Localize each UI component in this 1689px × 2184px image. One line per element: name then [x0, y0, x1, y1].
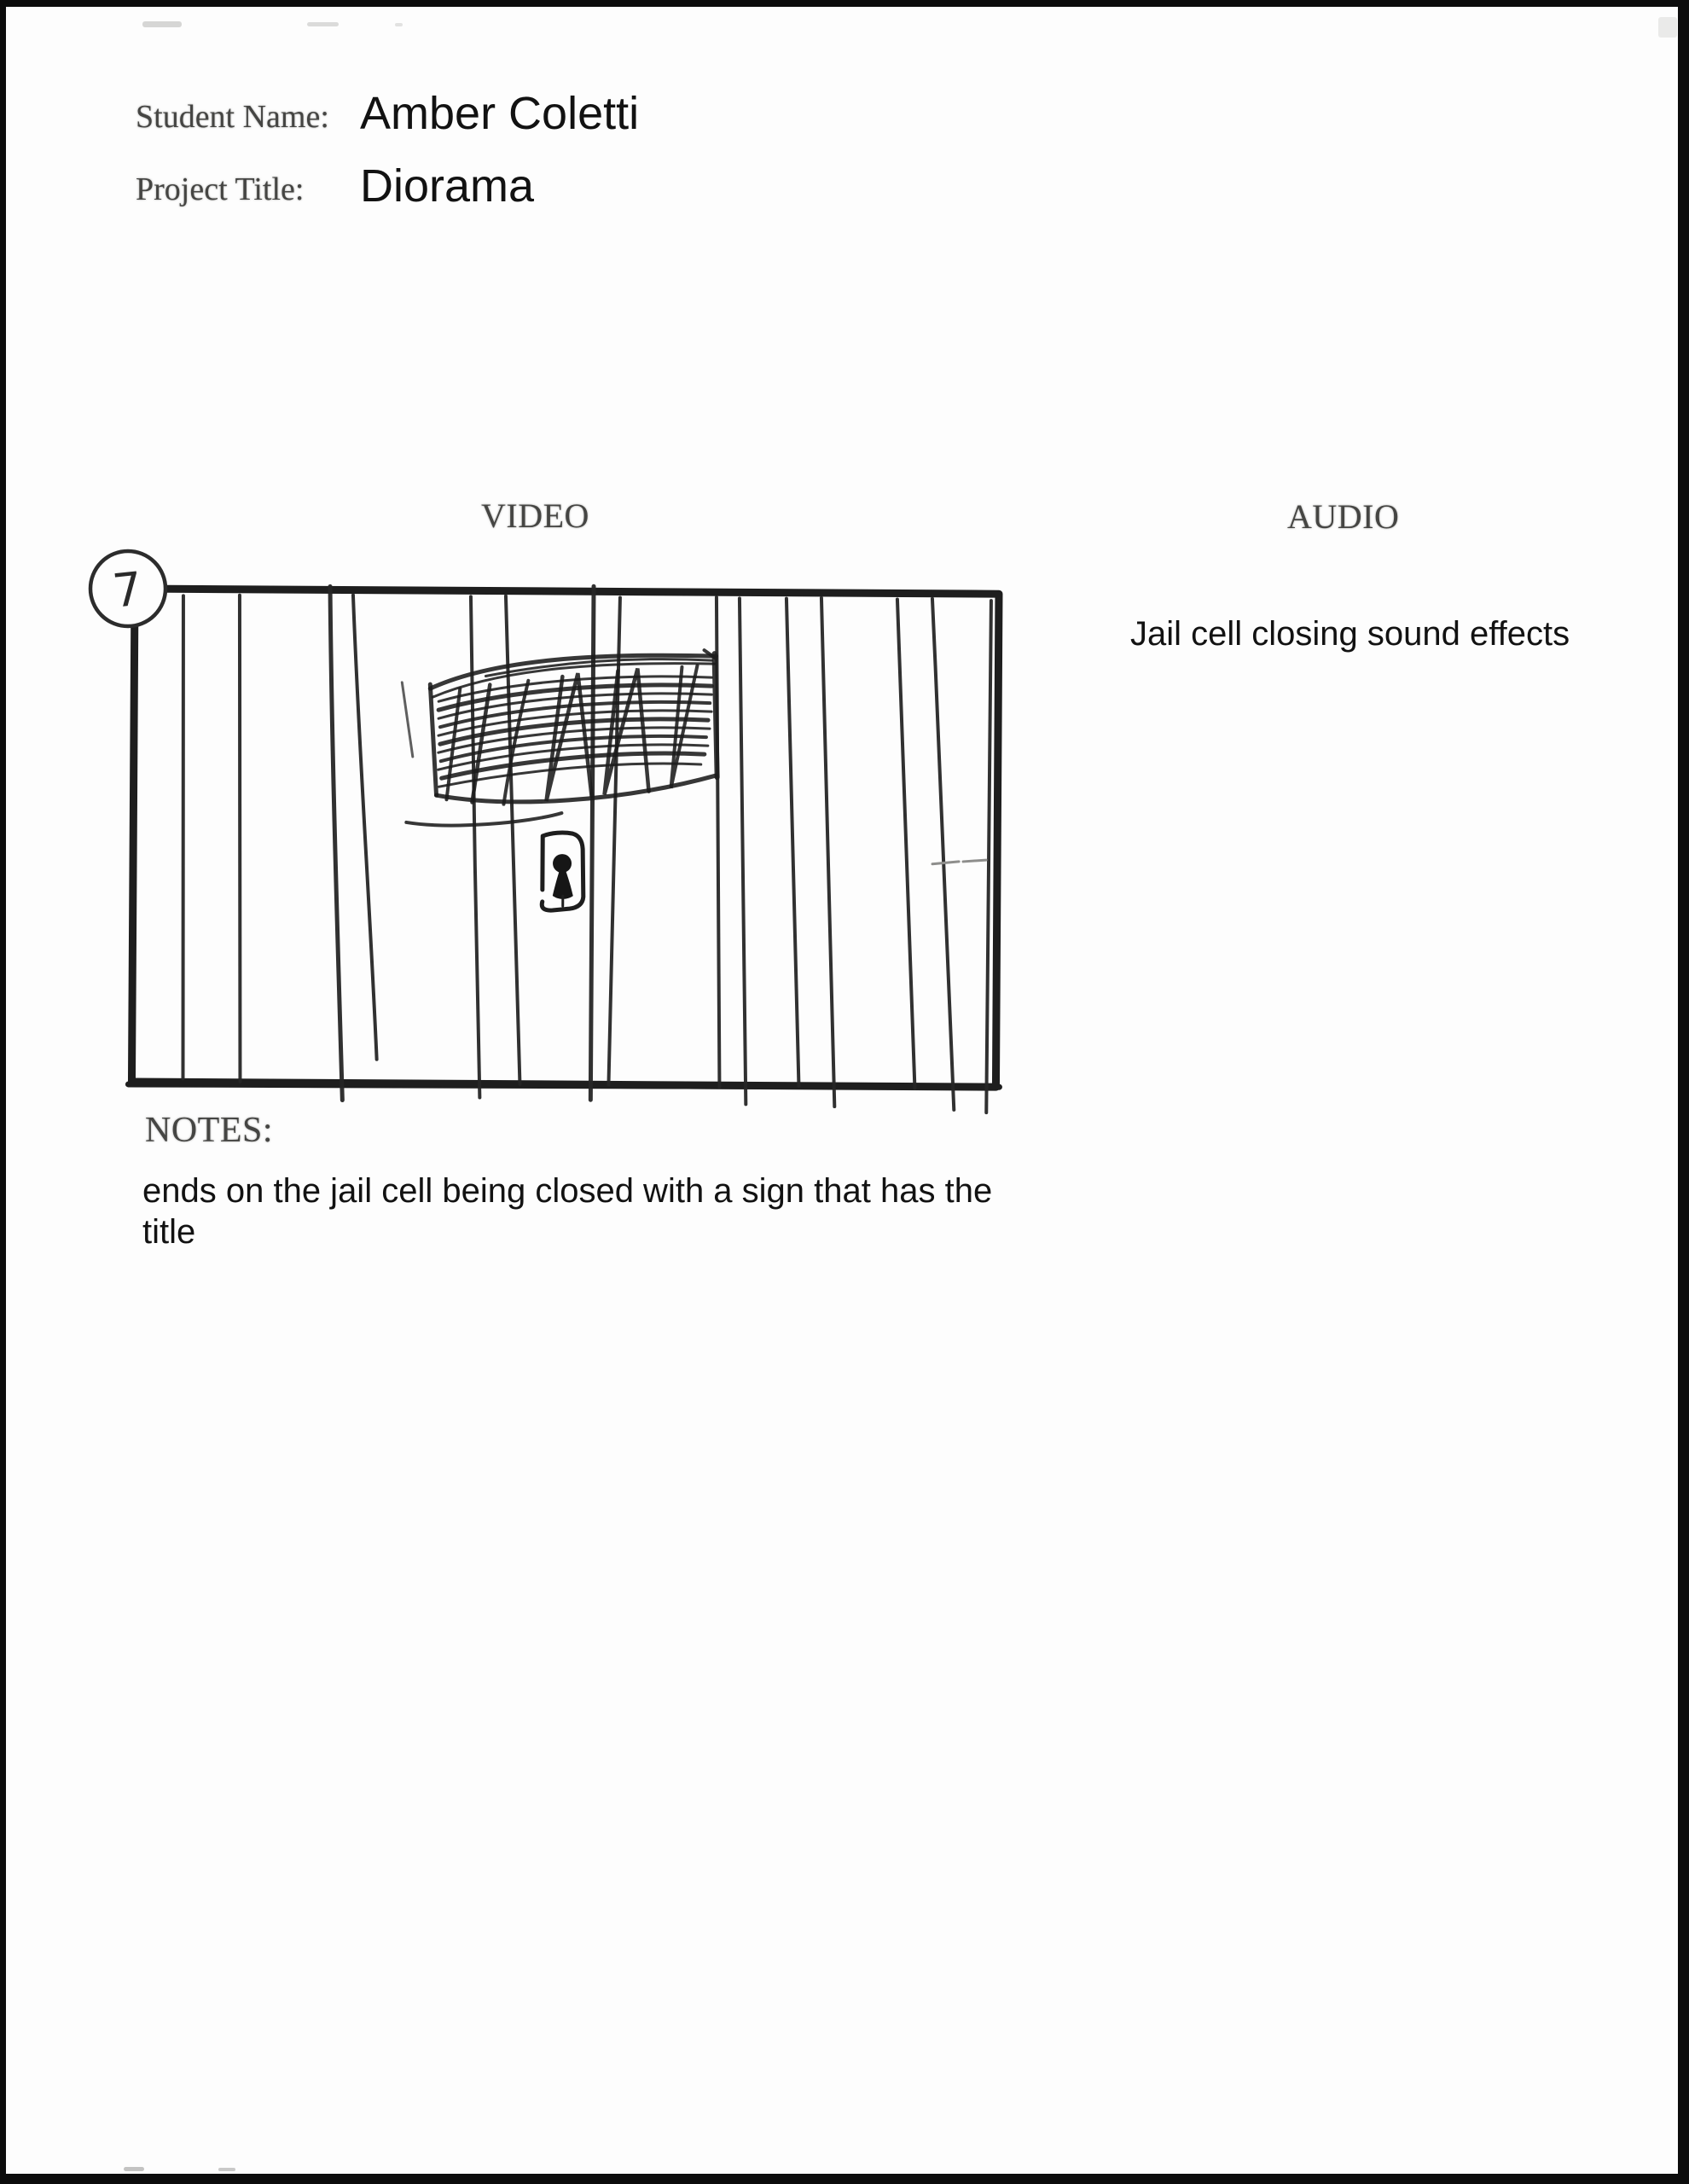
pencil-dash: [932, 860, 986, 864]
scan-artifact: [1658, 17, 1677, 38]
audio-column-heading: AUDIO: [1287, 497, 1400, 536]
scan-artifact: [142, 21, 182, 27]
scan-artifact: [218, 2168, 235, 2171]
project-title-value: Diorama: [360, 160, 535, 212]
student-name-value: Amber Coletti: [360, 88, 640, 139]
frame-number-badge: [90, 551, 165, 626]
storyboard-drawing: [85, 546, 1024, 1135]
audio-note-text: Jail cell closing sound effects: [1130, 615, 1570, 653]
scan-border-bottom: [0, 2174, 1689, 2184]
scan-border-left: [0, 0, 6, 2184]
title-sign-scribble: [401, 648, 717, 827]
keyhole-skirt: [553, 868, 573, 899]
scan-border-top: [0, 0, 1689, 7]
scan-artifact: [307, 22, 339, 26]
scan-artifact: [124, 2167, 144, 2171]
scan-border-right: [1678, 0, 1689, 2184]
scan-artifact: [395, 23, 403, 26]
notes-text: ends on the jail cell being closed with a sign that has the title: [142, 1172, 993, 1251]
student-name-label: Student Name:: [136, 99, 329, 135]
notes-label: NOTES:: [145, 1111, 273, 1150]
storyboard-frame-group: [128, 584, 1002, 1112]
keyhole-lock: [542, 833, 583, 910]
video-column-heading: VIDEO: [481, 497, 589, 535]
project-title-label: Project Title:: [136, 171, 305, 207]
frame-number: 7: [109, 561, 145, 619]
